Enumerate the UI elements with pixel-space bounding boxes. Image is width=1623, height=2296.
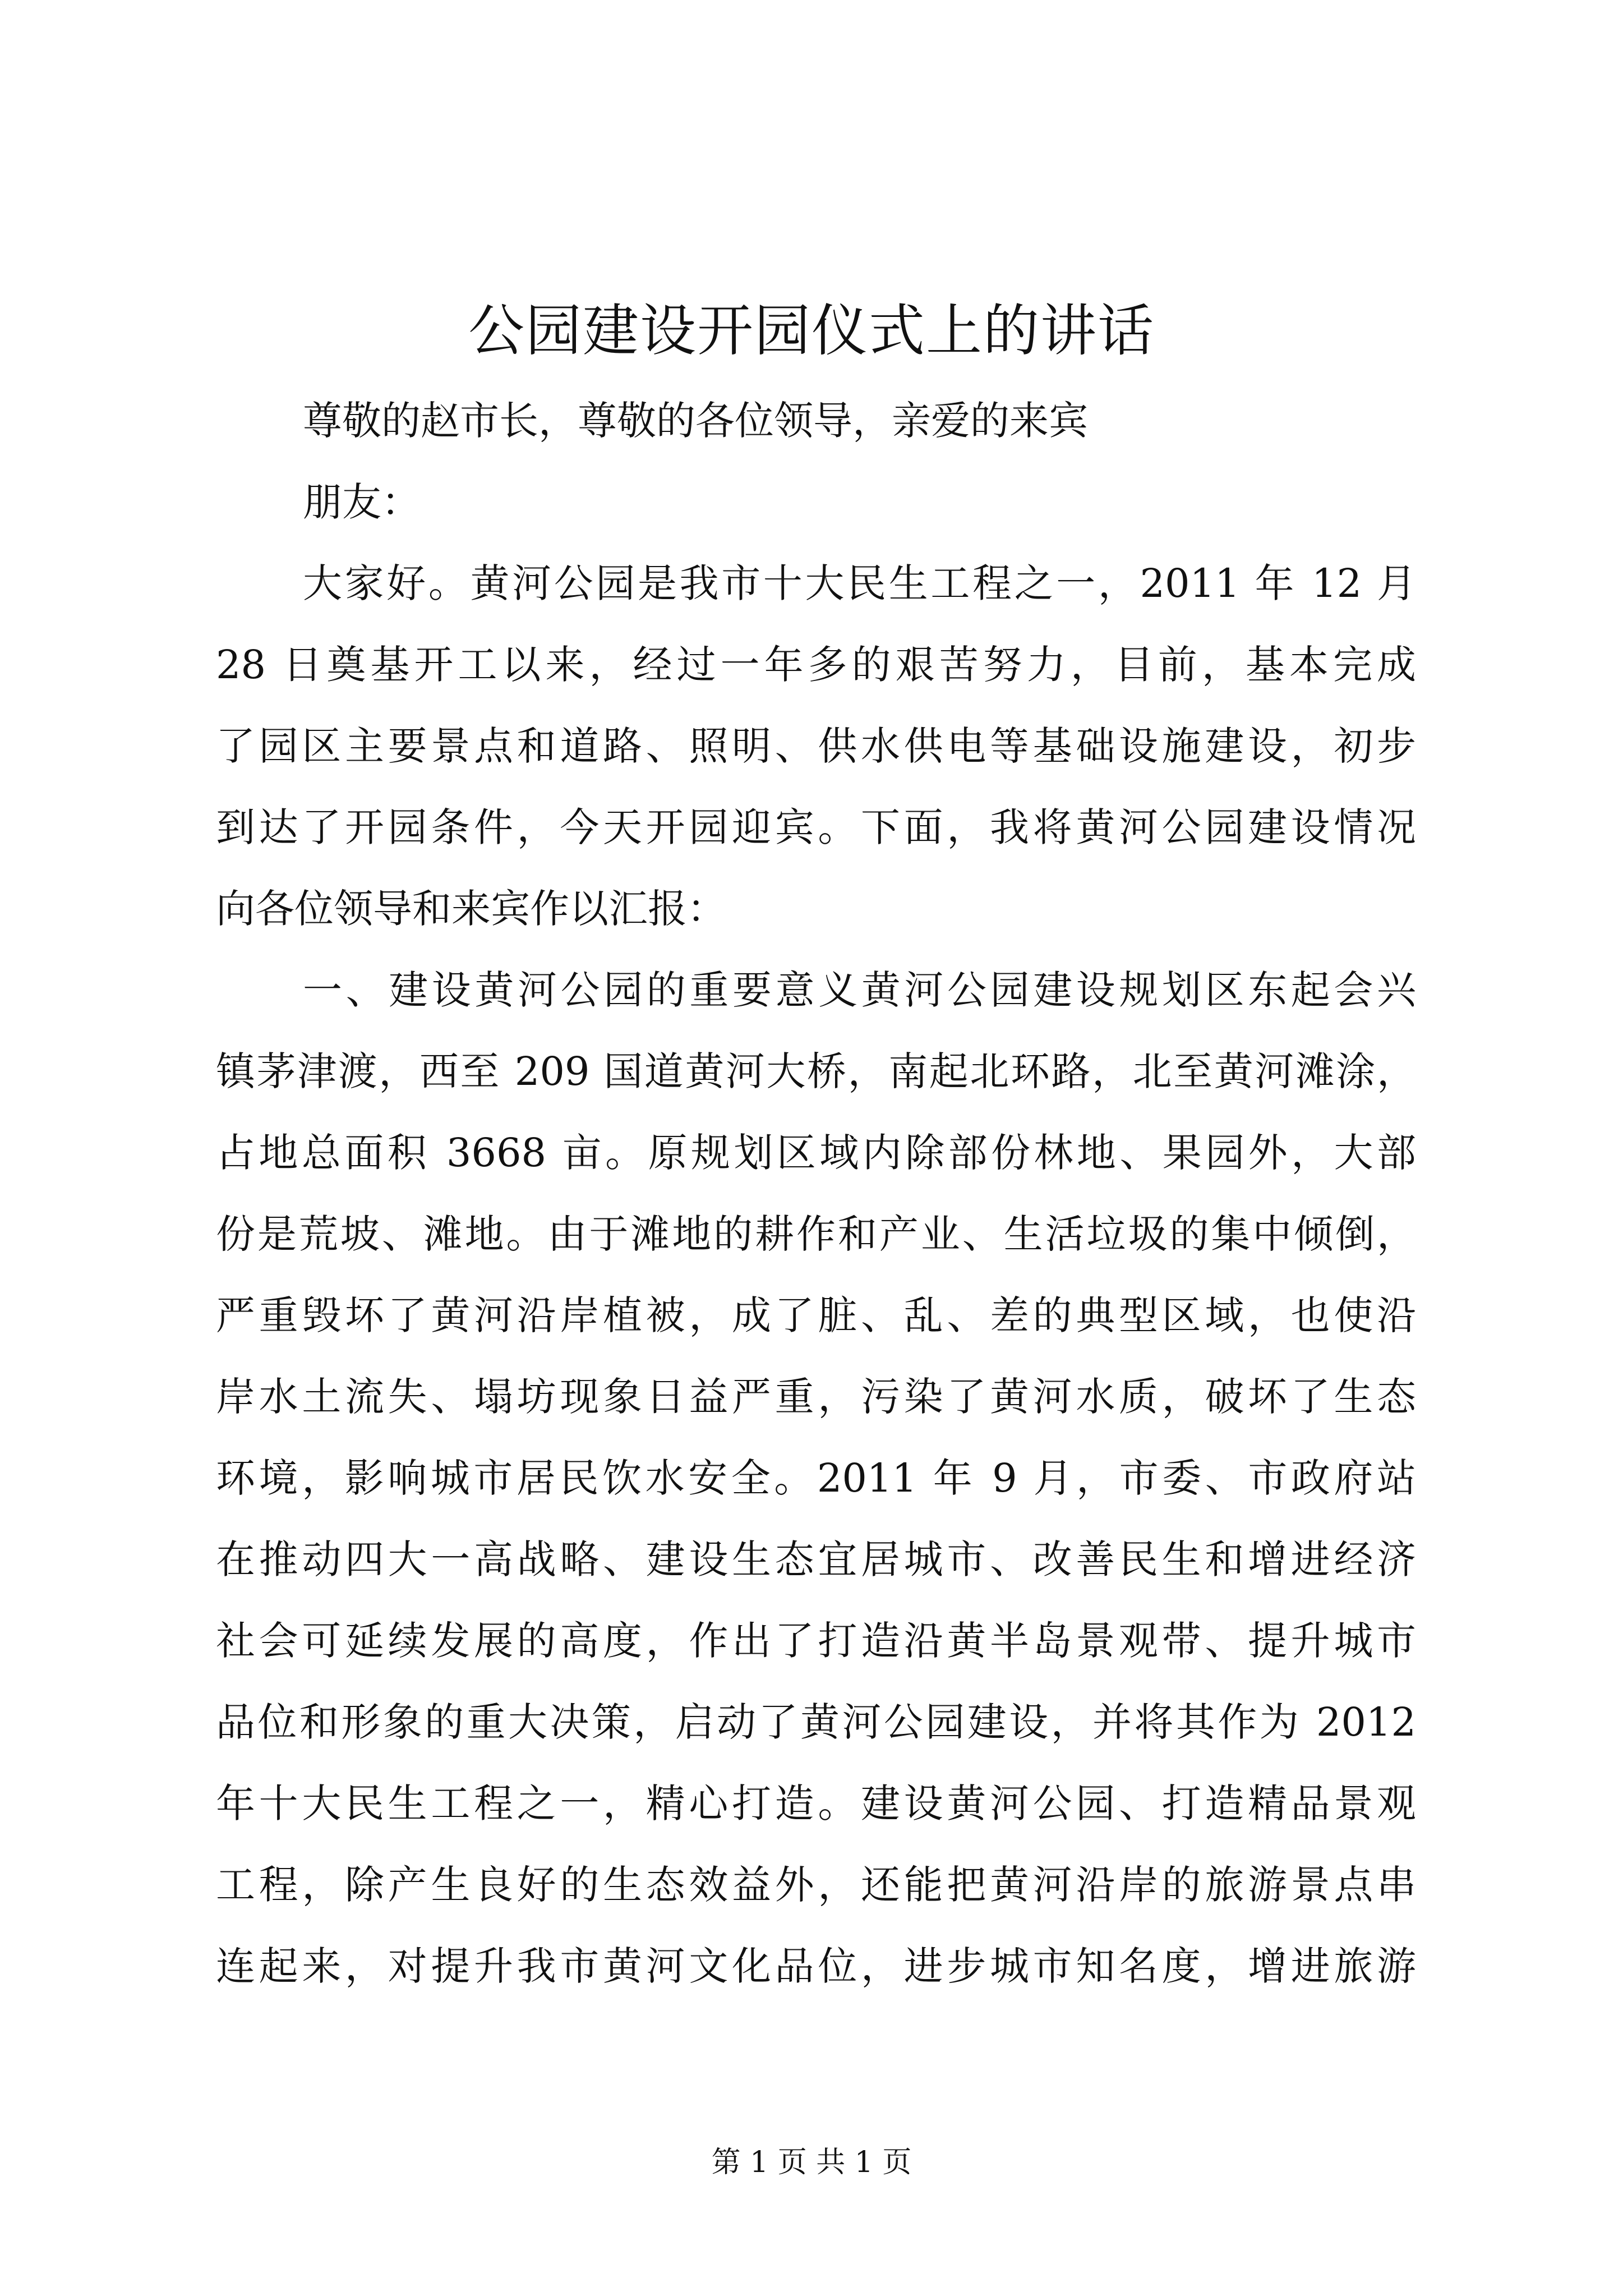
body-line: 一、建设黄河公园的重要意义黄河公园建设规划区东起会兴 [303, 967, 1416, 1013]
page-footer: 第 1 页 共 1 页 [711, 2146, 912, 2179]
body-line: 占地总面积 3668 亩。原规划区域内除部份林地、果园外，大部 [216, 1130, 1416, 1176]
body-line: 向各位领导和来宾作以汇报： [216, 886, 726, 932]
salutation-line-2: 朋友： [303, 479, 421, 525]
body-line: 了园区主要景点和道路、照明、供水供电等基础设施建设，初步 [216, 723, 1416, 769]
body-line: 品位和形象的重大决策，启动了黄河公园建设，并将其作为 2012 [216, 1699, 1416, 1745]
body-line: 岸水土流失、塌坊现象日益严重，污染了黄河水质，破坏了生态 [216, 1374, 1416, 1420]
body-line: 社会可延续发展的高度，作出了打造沿黄半岛景观带、提升城市 [216, 1618, 1416, 1664]
body-line: 到达了开园条件，今天开园迎宾。下面，我将黄河公园建设情况 [216, 804, 1416, 850]
body-line: 环境，影响城市居民饮水安全。2011 年 9 月，市委、市政府站 [216, 1455, 1416, 1501]
body-line: 份是荒坡、滩地。由于滩地的耕作和产业、生活垃圾的集中倾倒， [216, 1211, 1416, 1257]
body-line: 大家好。黄河公园是我市十大民生工程之一，2011 年 12 月 [303, 560, 1416, 606]
body-line: 年十大民生工程之一，精心打造。建设黄河公园、打造精品景观 [216, 1780, 1416, 1826]
body-line: 连起来，对提升我市黄河文化品位，进步城市知名度，增进旅游 [216, 1943, 1416, 1989]
body-line: 在推动四大一高战略、建设生态宜居城市、改善民生和增进经济 [216, 1536, 1416, 1582]
salutation-line-1: 尊敬的赵市长，尊敬的各位领导，亲爱的来宾 [303, 398, 1088, 444]
body-line: 工程，除产生良好的生态效益外，还能把黄河沿岸的旅游景点串 [216, 1862, 1416, 1908]
body-line: 镇茅津渡，西至 209 国道黄河大桥，南起北环路，北至黄河滩涂， [216, 1048, 1416, 1094]
body-line: 严重毁坏了黄河沿岸植被，成了脏、乱、差的典型区域，也使沿 [216, 1292, 1416, 1338]
body-line: 28 日奠基开工以来，经过一年多的艰苦努力，目前，基本完成 [216, 642, 1416, 688]
document-title: 公园建设开园仪式上的讲话 [468, 298, 1155, 364]
